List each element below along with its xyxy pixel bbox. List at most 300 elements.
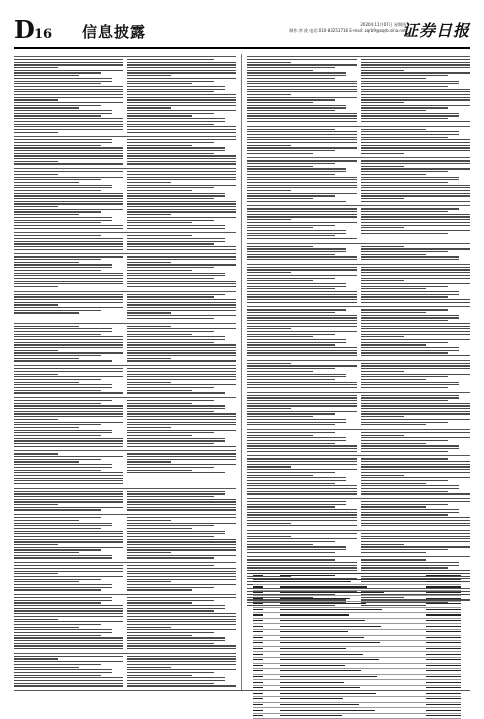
cell-text [426, 631, 461, 632]
text-line [127, 249, 236, 250]
text-line [361, 559, 427, 560]
text-line [127, 211, 236, 212]
text-subcolumn [247, 533, 357, 555]
text-line [127, 89, 225, 90]
text-block [247, 392, 470, 427]
text-line [127, 81, 214, 82]
text-line [127, 339, 225, 340]
text-block [247, 498, 470, 528]
text-line [361, 174, 427, 175]
text-line [361, 299, 471, 300]
text-subcolumn [127, 656, 236, 688]
text-line [247, 211, 357, 212]
text-line [14, 456, 123, 457]
text-line [14, 453, 58, 454]
text-block [14, 291, 236, 321]
text-subcolumn [361, 208, 471, 240]
text-line [127, 360, 236, 361]
text-line [14, 155, 123, 156]
text-line [14, 344, 123, 345]
table-cell [403, 614, 461, 617]
text-line [14, 493, 123, 494]
text-line [127, 443, 214, 444]
text-line [127, 334, 192, 335]
text-line [361, 62, 471, 63]
text-line [14, 616, 123, 617]
section-title: 信息披露 [82, 23, 147, 41]
text-line [127, 326, 171, 327]
text-line [14, 206, 58, 207]
text-line [127, 342, 214, 343]
text-line [14, 163, 123, 164]
text-line [127, 121, 225, 122]
text-line [127, 368, 236, 369]
text-line [361, 400, 449, 401]
text-subcolumn [361, 246, 471, 262]
text-line [361, 501, 471, 502]
cell-text [253, 648, 263, 649]
text-line [361, 118, 449, 119]
text-line [127, 400, 214, 401]
text-line [247, 514, 357, 515]
text-block [14, 323, 236, 364]
text-line [14, 525, 112, 526]
cell-text [426, 682, 461, 683]
text-line [247, 278, 335, 279]
text-line [14, 624, 101, 625]
text-line [361, 326, 471, 327]
cell-text [280, 670, 362, 671]
table-cell [278, 675, 404, 678]
text-line [361, 296, 449, 297]
text-line [127, 376, 236, 377]
text-line [247, 102, 313, 103]
text-line [14, 342, 123, 343]
text-line [14, 424, 101, 425]
text-line [247, 198, 313, 199]
text-line [14, 403, 101, 404]
text-line [247, 562, 357, 563]
cell-text [280, 631, 348, 632]
text-line [127, 507, 236, 508]
text-line [14, 126, 123, 127]
text-line [127, 656, 236, 657]
text-line [361, 280, 405, 281]
text-line [14, 608, 123, 609]
table-cell [403, 692, 461, 695]
text-line [127, 658, 236, 659]
table-cell [253, 692, 278, 695]
text-line [127, 161, 236, 162]
text-subcolumn [127, 171, 236, 230]
text-line [14, 304, 58, 305]
text-line [361, 64, 471, 65]
text-line [14, 352, 123, 353]
text-line [127, 544, 236, 545]
text-line [247, 541, 335, 542]
cell-text [426, 715, 461, 716]
text-line [14, 299, 123, 300]
table-cell [278, 620, 404, 623]
text-line [361, 424, 427, 425]
text-line [14, 587, 112, 588]
cell-text [253, 575, 263, 576]
text-line [14, 507, 123, 508]
text-line [127, 645, 236, 646]
cell-text [426, 687, 461, 688]
text-line [14, 531, 123, 532]
text-line [127, 573, 236, 574]
text-line [247, 177, 357, 178]
table-cell [253, 636, 278, 639]
text-line [361, 411, 471, 412]
text-line [127, 91, 214, 92]
table-cell [278, 692, 404, 695]
text-line [361, 214, 471, 215]
text-block [247, 429, 470, 454]
text-line [361, 549, 449, 550]
text-line [247, 195, 335, 196]
text-line [14, 86, 123, 87]
text-line [247, 461, 357, 462]
page-number: 16 [34, 27, 53, 42]
text-line [127, 664, 236, 665]
text-line [127, 179, 236, 180]
text-line [361, 320, 449, 321]
text-line [361, 422, 449, 423]
text-line [361, 546, 471, 547]
text-subcolumn [247, 501, 357, 528]
text-line [14, 685, 123, 686]
text-line [14, 632, 112, 633]
text-line [127, 299, 236, 300]
text-line [14, 371, 123, 372]
table-cell [278, 709, 404, 712]
text-line [247, 299, 357, 300]
text-line [361, 166, 405, 167]
text-line [127, 685, 236, 686]
text-line [247, 174, 335, 175]
left-column [14, 54, 236, 690]
text-line [247, 403, 357, 404]
text-line [14, 201, 123, 202]
text-line [127, 491, 225, 492]
text-line [361, 225, 471, 226]
cell-text [426, 637, 461, 638]
table-cell [253, 675, 278, 678]
cell-text [280, 620, 365, 621]
text-line [247, 160, 357, 161]
text-line [247, 334, 335, 335]
table-cell [403, 608, 461, 611]
text-line [127, 616, 236, 617]
text-line [14, 610, 123, 611]
text-line [247, 259, 357, 260]
text-subcolumn [14, 139, 123, 166]
text-line [14, 387, 112, 388]
text-line [127, 499, 236, 500]
text-line [14, 190, 101, 191]
text-subcolumn [361, 501, 471, 528]
text-line [361, 195, 471, 196]
text-line [247, 251, 346, 252]
cell-text [280, 682, 344, 683]
text-line [361, 163, 471, 164]
text-line [127, 150, 225, 151]
table-cell [253, 648, 278, 651]
text-line [247, 216, 357, 217]
text-line [127, 201, 236, 202]
text-line [127, 67, 236, 68]
text-subcolumn [127, 326, 236, 364]
text-line [14, 331, 112, 332]
text-line [247, 387, 357, 388]
text-line [127, 124, 214, 125]
text-line [14, 480, 123, 481]
text-block [14, 365, 236, 395]
text-line [14, 523, 112, 524]
text-line [361, 312, 427, 313]
text-line [127, 142, 214, 143]
table-cell [278, 648, 404, 651]
text-line [127, 312, 171, 313]
text-line [361, 72, 471, 73]
text-line [361, 544, 405, 545]
text-line [127, 344, 236, 345]
text-block [14, 253, 236, 288]
text-line [247, 219, 291, 220]
text-line [247, 405, 357, 406]
cell-text [280, 659, 379, 660]
text-line [14, 557, 112, 558]
text-line [127, 158, 236, 159]
text-line [127, 584, 236, 585]
text-line [14, 576, 123, 577]
text-line [127, 350, 236, 351]
text-line [361, 171, 449, 172]
text-line [14, 422, 123, 423]
text-subcolumn [361, 458, 471, 496]
table-cell [253, 698, 278, 701]
table-cell [403, 709, 461, 712]
text-line [14, 600, 112, 601]
text-line [361, 376, 449, 377]
table-cell [253, 580, 278, 583]
text-line [14, 411, 123, 412]
cell-text [280, 603, 367, 604]
text-line [14, 382, 79, 383]
text-line [361, 493, 471, 494]
table-cell [278, 597, 404, 600]
text-line [14, 147, 123, 148]
table-cell [403, 597, 461, 600]
cell-text [253, 609, 263, 610]
text-line [361, 291, 460, 292]
text-line [127, 571, 236, 572]
text-subcolumn [127, 453, 236, 485]
text-line [247, 559, 335, 560]
text-line [14, 464, 112, 465]
text-line [361, 506, 427, 507]
text-line [247, 147, 357, 148]
text-line [14, 683, 123, 684]
text-line [247, 275, 357, 276]
text-subcolumn [247, 246, 357, 262]
text-line [247, 523, 291, 524]
cell-text [280, 626, 381, 627]
text-block [14, 562, 236, 592]
text-line [127, 278, 214, 279]
text-line [14, 459, 101, 460]
text-line [14, 115, 101, 116]
cell-text [253, 631, 263, 632]
text-line [127, 86, 225, 87]
text-line [247, 238, 357, 239]
text-line [14, 241, 123, 242]
text-line [127, 315, 236, 316]
text-line [127, 126, 236, 127]
text-line [127, 241, 225, 242]
text-line [14, 273, 123, 274]
text-subcolumn [361, 432, 471, 454]
text-line [127, 94, 236, 95]
text-line [247, 67, 335, 68]
text-line [247, 118, 357, 119]
text-line [14, 81, 112, 82]
text-line [361, 139, 471, 140]
text-line [14, 533, 123, 534]
table-cell [253, 625, 278, 628]
text-line [361, 107, 449, 108]
text-subcolumn [361, 395, 471, 427]
text-line [14, 89, 123, 90]
text-line [361, 286, 449, 287]
table-cell [253, 681, 278, 684]
text-line [127, 336, 225, 337]
text-line [127, 281, 236, 282]
text-line [127, 304, 236, 305]
text-line [247, 269, 357, 270]
text-line [247, 533, 357, 534]
text-line [127, 72, 236, 73]
text-line [361, 352, 449, 353]
text-line [14, 70, 123, 71]
text-line [361, 288, 427, 289]
text-line [361, 541, 471, 542]
text-line [127, 310, 236, 311]
text-line [247, 344, 335, 345]
text-line [127, 217, 236, 218]
table-cell [403, 653, 461, 656]
cell-text [426, 710, 461, 711]
text-line [14, 627, 79, 628]
cell-text [280, 642, 380, 643]
text-line [14, 446, 123, 447]
text-subcolumn [127, 368, 236, 395]
text-line [247, 94, 291, 95]
text-line [247, 107, 346, 108]
text-block [247, 530, 470, 555]
text-line [361, 267, 471, 268]
text-line [14, 243, 123, 244]
text-line [14, 664, 101, 665]
text-line [361, 328, 471, 329]
cell-text [280, 609, 383, 610]
text-line [247, 137, 357, 138]
cell-text [253, 581, 263, 582]
text-line [127, 270, 192, 271]
text-line [361, 443, 427, 444]
text-line [361, 185, 471, 186]
disclosure-table [253, 573, 461, 719]
text-block [14, 450, 236, 485]
text-line [247, 517, 357, 518]
text-line [247, 371, 313, 372]
text-line [127, 222, 192, 223]
text-line [14, 360, 112, 361]
text-line [127, 62, 236, 63]
text-line [14, 59, 123, 60]
cell-text [426, 642, 461, 643]
column-divider [241, 54, 242, 690]
text-line [14, 661, 123, 662]
cell-text [426, 659, 461, 660]
text-line [14, 491, 123, 492]
text-line [14, 91, 123, 92]
text-line [247, 422, 346, 423]
text-line [127, 608, 225, 609]
text-line [247, 504, 346, 505]
text-line [361, 150, 471, 151]
table-cell [278, 681, 404, 684]
table-cell [253, 597, 278, 600]
text-line [14, 571, 123, 572]
text-line [247, 464, 357, 465]
text-line [361, 137, 449, 138]
table-cell [253, 614, 278, 617]
text-line [361, 230, 471, 231]
text-line [14, 72, 101, 73]
text-line [361, 278, 471, 279]
text-line [14, 520, 79, 521]
text-line [361, 198, 405, 199]
text-line [247, 376, 346, 377]
text-line [14, 246, 123, 247]
text-line [361, 374, 471, 375]
text-line [14, 264, 112, 265]
text-line [247, 483, 335, 484]
text-line [14, 139, 112, 140]
text-subcolumn [247, 458, 357, 496]
text-line [247, 280, 313, 281]
text-subcolumn [247, 267, 357, 305]
text-line [361, 350, 460, 351]
text-line [247, 480, 346, 481]
text-line [247, 129, 335, 130]
text-line [127, 102, 236, 103]
text-line [14, 222, 101, 223]
text-line [14, 107, 79, 108]
text-line [127, 600, 214, 601]
header-rule [14, 47, 470, 49]
text-line [247, 91, 357, 92]
text-line [14, 605, 123, 606]
text-line [14, 355, 101, 356]
text-line [127, 504, 236, 505]
date-line: 2020年11月07日 星期四 [360, 22, 406, 27]
text-line [14, 182, 79, 183]
text-line [361, 368, 471, 369]
